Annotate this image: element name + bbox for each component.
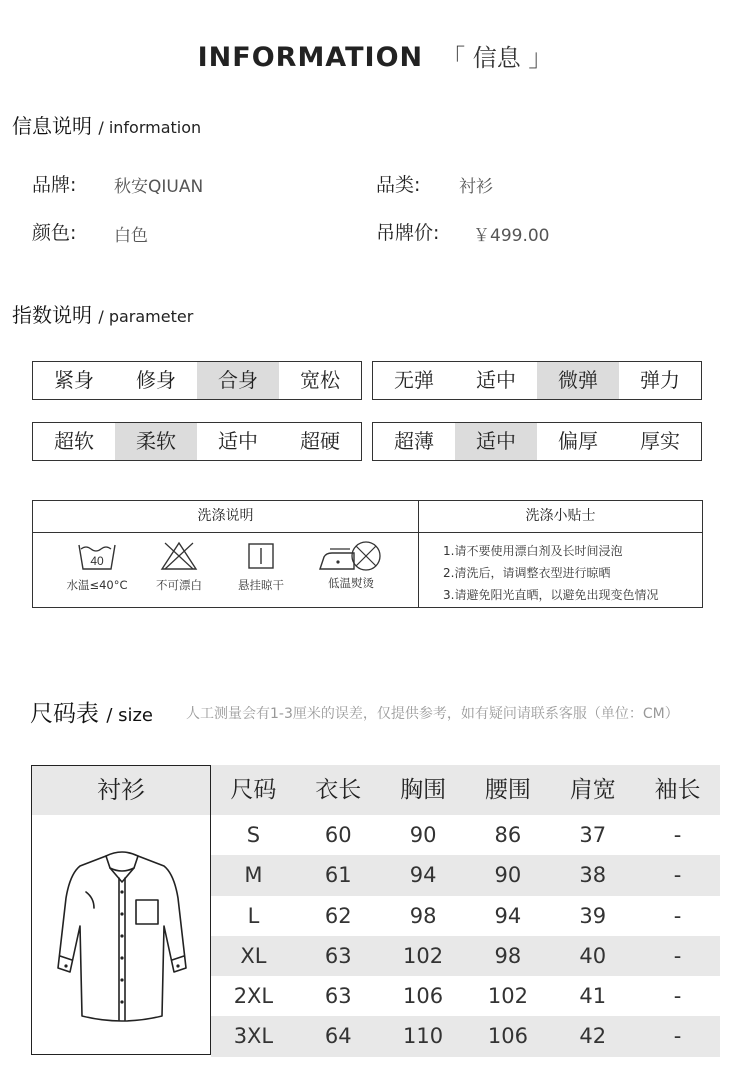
softness-scale xyxy=(32,422,362,461)
thickness-option: 适中 xyxy=(455,423,537,460)
fit-option: 修身 xyxy=(136,368,176,392)
column-header: 肩宽 xyxy=(569,777,616,803)
wash-tip-2: 2.清洗后，请调整衣型进行晾晒 xyxy=(443,566,611,580)
wash-tip-1: 1.请不要使用漂白剂及长时间浸泡 xyxy=(443,544,623,558)
hang-dry-label: 悬挂晾干 xyxy=(238,578,284,592)
wash-care-table xyxy=(32,500,703,608)
table-cell: 90 xyxy=(494,863,522,888)
wash-tip-3: 3.请避免阳光直晒，以避免出现变色情况 xyxy=(443,588,659,602)
table-cell: 60 xyxy=(324,823,352,847)
no-bleach-icon xyxy=(159,541,199,571)
table-cell: - xyxy=(673,863,682,888)
table-cell: 64 xyxy=(324,1024,352,1049)
fit-option: 合身 xyxy=(197,362,279,399)
table-cell: S xyxy=(246,823,261,847)
wash-temp-number: 40 xyxy=(90,554,104,568)
info-section-heading xyxy=(12,110,201,139)
table-cell: - xyxy=(673,903,682,928)
table-cell: 90 xyxy=(409,823,437,847)
softness-option: 超软 xyxy=(54,429,94,453)
info-section-title: 信息说明 xyxy=(12,114,92,138)
table-cell: 102 xyxy=(487,984,528,1009)
table-cell: 63 xyxy=(324,984,352,1009)
table-cell: 98 xyxy=(494,943,522,968)
table-cell: 106 xyxy=(487,1024,528,1049)
thickness-option: 超薄 xyxy=(394,429,434,453)
price-label: 吊牌价: xyxy=(376,222,440,244)
low-iron-item xyxy=(315,541,387,591)
low-iron-label: 低温熨烫 xyxy=(328,576,374,590)
info-section-subtitle: / information xyxy=(98,118,202,137)
category-value: 衬衫 xyxy=(459,177,493,197)
price-value: ￥499.00 xyxy=(473,226,550,246)
table-cell: L xyxy=(247,903,260,928)
table-cell: 37 xyxy=(579,823,607,847)
color-value: 白色 xyxy=(114,226,148,246)
product-name: 衬衫 xyxy=(32,766,210,815)
elasticity-option: 无弹 xyxy=(394,368,434,392)
column-header: 腰围 xyxy=(484,777,531,803)
table-row xyxy=(211,1016,720,1056)
thickness-option: 厚实 xyxy=(640,429,680,453)
table-cell: 98 xyxy=(409,903,437,928)
no-bleach-label: 不可漂白 xyxy=(156,578,202,592)
table-cell: - xyxy=(673,984,682,1009)
table-cell: 39 xyxy=(579,903,607,928)
param-section-heading xyxy=(12,299,193,328)
param-section-subtitle: / parameter xyxy=(98,307,194,326)
color-label: 颜色: xyxy=(32,222,77,244)
table-row xyxy=(211,936,720,976)
thickness-option: 偏厚 xyxy=(558,429,598,453)
table-cell: 3XL xyxy=(233,1024,274,1049)
table-cell: 40 xyxy=(579,943,607,968)
table-row xyxy=(211,815,720,855)
table-cell: 106 xyxy=(403,984,444,1009)
size-table-header xyxy=(211,765,720,815)
fit-option: 紧身 xyxy=(54,368,94,392)
table-cell: 38 xyxy=(579,863,607,888)
wash-40-label: 水温≤40°C xyxy=(66,578,128,592)
table-cell: 62 xyxy=(324,903,352,928)
no-bleach-item xyxy=(143,541,215,593)
table-cell: 2XL xyxy=(233,984,274,1009)
table-cell: 86 xyxy=(494,823,522,847)
size-section-title: 尺码表 xyxy=(30,701,99,727)
table-cell: 63 xyxy=(324,943,352,968)
fit-option: 宽松 xyxy=(300,368,340,392)
brand-value: 秋安QIUAN xyxy=(114,177,204,197)
table-cell: 94 xyxy=(494,903,522,928)
low-iron-icon xyxy=(316,539,386,573)
size-section-heading xyxy=(30,695,153,728)
wash-instructions-title: 洗涤说明 xyxy=(197,508,254,524)
table-row xyxy=(211,896,720,936)
wash-divider-horizontal xyxy=(33,532,702,533)
page-title xyxy=(0,38,750,73)
hang-dry-icon xyxy=(241,541,281,571)
column-header: 袖长 xyxy=(654,777,701,803)
column-header: 胸围 xyxy=(400,777,447,803)
table-cell: - xyxy=(673,943,682,968)
column-header: 尺码 xyxy=(230,777,277,803)
shirt-icon xyxy=(50,848,194,1028)
table-cell: - xyxy=(673,1024,682,1049)
column-header: 衣长 xyxy=(315,777,362,803)
category-label: 品类: xyxy=(376,174,421,196)
table-cell: 102 xyxy=(403,943,444,968)
table-cell: 41 xyxy=(579,984,607,1009)
table-cell: M xyxy=(244,863,263,888)
title-bracket: 「 信息 」 xyxy=(441,44,553,72)
brand-label: 品牌: xyxy=(32,174,77,196)
table-cell: XL xyxy=(240,943,267,968)
table-cell: 42 xyxy=(579,1024,607,1049)
title-main: INFORMATION xyxy=(197,42,424,73)
wash-40-item xyxy=(61,541,133,593)
thickness-scale xyxy=(372,422,702,461)
softness-option: 超硬 xyxy=(300,429,340,453)
elasticity-option: 微弹 xyxy=(537,362,619,399)
product-illustration-box xyxy=(31,765,211,1055)
table-row xyxy=(211,855,720,895)
softness-option: 柔软 xyxy=(115,423,197,460)
hang-dry-item xyxy=(225,541,297,593)
elasticity-scale xyxy=(372,361,702,400)
table-cell: 110 xyxy=(403,1024,444,1049)
elasticity-option: 适中 xyxy=(476,368,516,392)
table-row xyxy=(211,976,720,1016)
size-chart-table xyxy=(211,765,720,1057)
table-cell: - xyxy=(673,823,682,847)
wash-40-icon xyxy=(77,541,117,571)
size-section-subtitle: / size xyxy=(106,705,153,726)
table-cell: 61 xyxy=(324,863,352,888)
table-cell: 94 xyxy=(409,863,437,888)
elasticity-option: 弹力 xyxy=(640,368,680,392)
fit-scale xyxy=(32,361,362,400)
softness-option: 适中 xyxy=(218,429,258,453)
size-note: 人工测量会有1-3厘米的误差，仅提供参考，如有疑问请联系客服（单位：CM） xyxy=(186,706,679,722)
wash-tips-title: 洗涤小贴士 xyxy=(525,508,596,524)
param-section-title: 指数说明 xyxy=(12,303,92,327)
